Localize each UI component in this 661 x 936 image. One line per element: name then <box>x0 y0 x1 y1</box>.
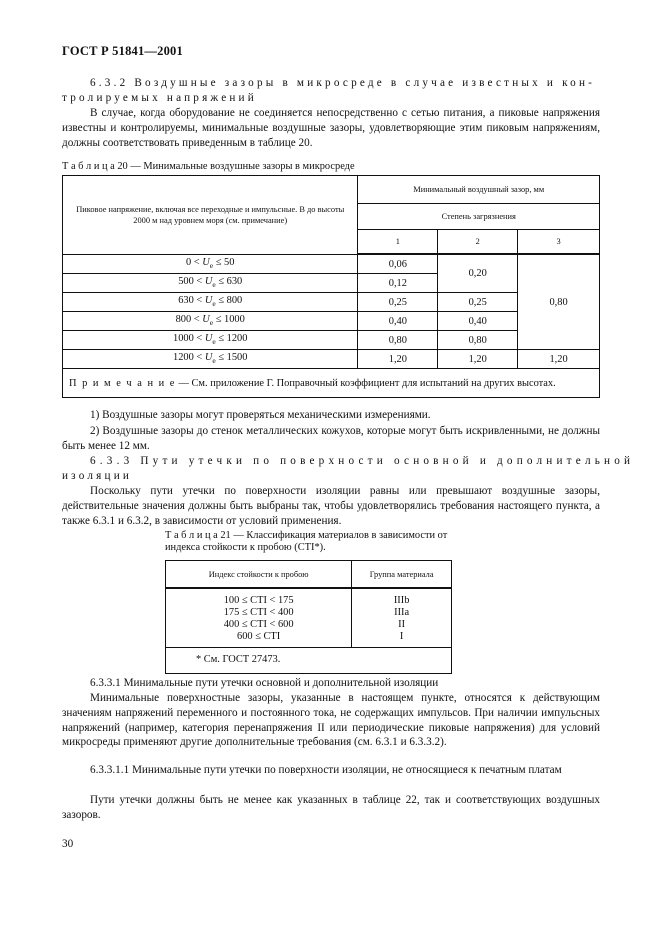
list-item: 100 ≤ CTI < 175 <box>223 595 294 606</box>
table-20-note: П р и м е ч а н и е — См. приложение Г. Поправочный коэффициент для испытаний на других высотах. <box>63 369 600 398</box>
caption-text: — Классификация материалов в зависимости от индекса стойкости к пробою (CTI*). <box>165 530 448 553</box>
paragraph-6-3-3-1: Минимальные поверхностные зазоры, указанные в настоящем пункте, относятся к действующим значениям напряжений переменного и постоянного тока, не содержащих импульсов. При наличии импульсных напряжений (например, категория перенапряжения II или периодические пиковые напряжения) для условий микросреды применяют другие дополнительные требования (см. 6.3.1 и 6.3.3.2). <box>62 692 600 749</box>
value-cell: 1,20 <box>358 350 438 369</box>
caption-text: — Минимальные воздушные зазоры в микросреде <box>127 161 355 172</box>
value-cell: 0,20 <box>438 254 518 293</box>
voltage-cell: $630 < U_e \le 800$ <box>63 293 358 312</box>
caption-label: Т а б л и ц а 20 <box>62 161 128 172</box>
voltage-cell: $1200 < U_e \le 1500$ <box>63 350 358 369</box>
value-cell: 0,25 <box>358 293 438 312</box>
list-item: 1) Воздушные зазоры могут проверяться механическими измерениями. <box>90 409 431 421</box>
col-header-degree: Степень загрязнения <box>358 204 600 230</box>
material-group-cell <box>352 588 452 648</box>
table-20 <box>62 175 600 398</box>
col-header-index: Индекс стойкости к пробою <box>166 561 352 589</box>
value-cell: 0,80 <box>518 254 600 350</box>
value-cell: 0,80 <box>438 331 518 350</box>
voltage-cell: $1000 < U_e \le 1200$ <box>63 331 358 350</box>
document-header: ГОСТ Р 51841—2001 <box>62 44 183 58</box>
list-item: II <box>398 619 406 630</box>
table-21 <box>165 560 452 674</box>
heading-line-2: тролируемых напряжений <box>62 91 257 104</box>
value-cell: 1,20 <box>518 350 600 369</box>
section-heading-6-3-2 <box>62 76 600 106</box>
value-cell: 0,25 <box>438 293 518 312</box>
value-cell: 0,80 <box>358 331 438 350</box>
caption-label: Т а б л и ц а 21 <box>165 530 231 541</box>
paragraph-6-3-3: Поскольку пути утечки по поверхности изоляции равны или превышают воздушные зазоры, действительные значения должны быть выбраны так, чтобы удовлетворялись требования настоящего пункта, а также 6.3.1 и 6.3.2, в зависимости от условий применения. <box>62 485 600 527</box>
page-number: 30 <box>62 838 74 850</box>
table-20-caption <box>62 160 355 175</box>
col-header-2: 2 <box>438 230 518 255</box>
list-item: 400 ≤ CTI < 600 <box>223 619 294 630</box>
col-header-peak: Пиковое напряжение, включая все переходные и импульсные. В до высоты 2000 м над уровнем моря (см. примечание) <box>63 176 358 255</box>
section-heading-6-3-3 <box>62 454 635 484</box>
section-heading-6-3-3-1: 6.3.3.1 Минимальные пути утечки основной и дополнительной изоляции <box>90 677 439 689</box>
list-item: I <box>399 631 404 642</box>
value-cell: 1,20 <box>438 350 518 369</box>
col-header-group: Группа материала <box>352 561 452 589</box>
table-row <box>63 350 600 369</box>
voltage-cell: $800 < U_e \le 1000$ <box>63 312 358 331</box>
table-21-footnote: * См. ГОСТ 27473. <box>166 648 452 674</box>
value-cell: 0,06 <box>358 254 438 274</box>
list-item: IIIb <box>393 595 410 606</box>
value-cell: 0,12 <box>358 274 438 293</box>
table-row <box>63 254 600 274</box>
value-cell: 0,40 <box>438 312 518 331</box>
voltage-cell: $500 < U_e \le 630$ <box>63 274 358 293</box>
col-header-3: 3 <box>518 230 600 255</box>
heading-line-1: 6.3.2 Воздушные зазоры в микросреде в случае известных и кон- <box>90 77 596 89</box>
section-heading-6-3-3-1-1: 6.3.3.1.1 Минимальные пути утечки по поверхности изоляции, не относящиеся к печатным платам <box>90 764 562 776</box>
heading-line-2: изоляции <box>62 469 133 482</box>
col-header-min: Минимальный воздушный зазор, мм <box>358 176 600 204</box>
voltage-cell: $0 < U_e \le 50$ <box>63 254 358 274</box>
paragraph-6-3-3-1-1: Пути утечки должны быть не менее как указанных в таблице 22, так и соответствующих воздушных зазоров. <box>62 794 600 821</box>
list-item: 2) Воздушные зазоры до стенок металлических кожухов, которые могут быть искривленными, не должны быть менее 12 мм. <box>62 425 600 452</box>
table-21-caption <box>165 530 465 554</box>
value-cell: 0,40 <box>358 312 438 331</box>
list-item: IIIa <box>394 607 410 618</box>
list-item: 175 ≤ CTI < 400 <box>223 607 294 618</box>
col-header-1: 1 <box>358 230 438 255</box>
paragraph-6-3-2: В случае, когда оборудование не соединяется непосредственно с сетью питания, а пиковые напряжения известны и контролируемы, минимальные воздушные зазоры, удовлетворяющие этим пиковым напряжениям, должны соответствовать приведенным в таблице 20. <box>62 107 600 149</box>
cti-range-cell <box>166 588 352 648</box>
heading-line-1: 6.3.3 Пути утечки по поверхности основной и дополнительной <box>90 455 635 467</box>
list-item: 600 ≤ CTI <box>237 631 281 642</box>
